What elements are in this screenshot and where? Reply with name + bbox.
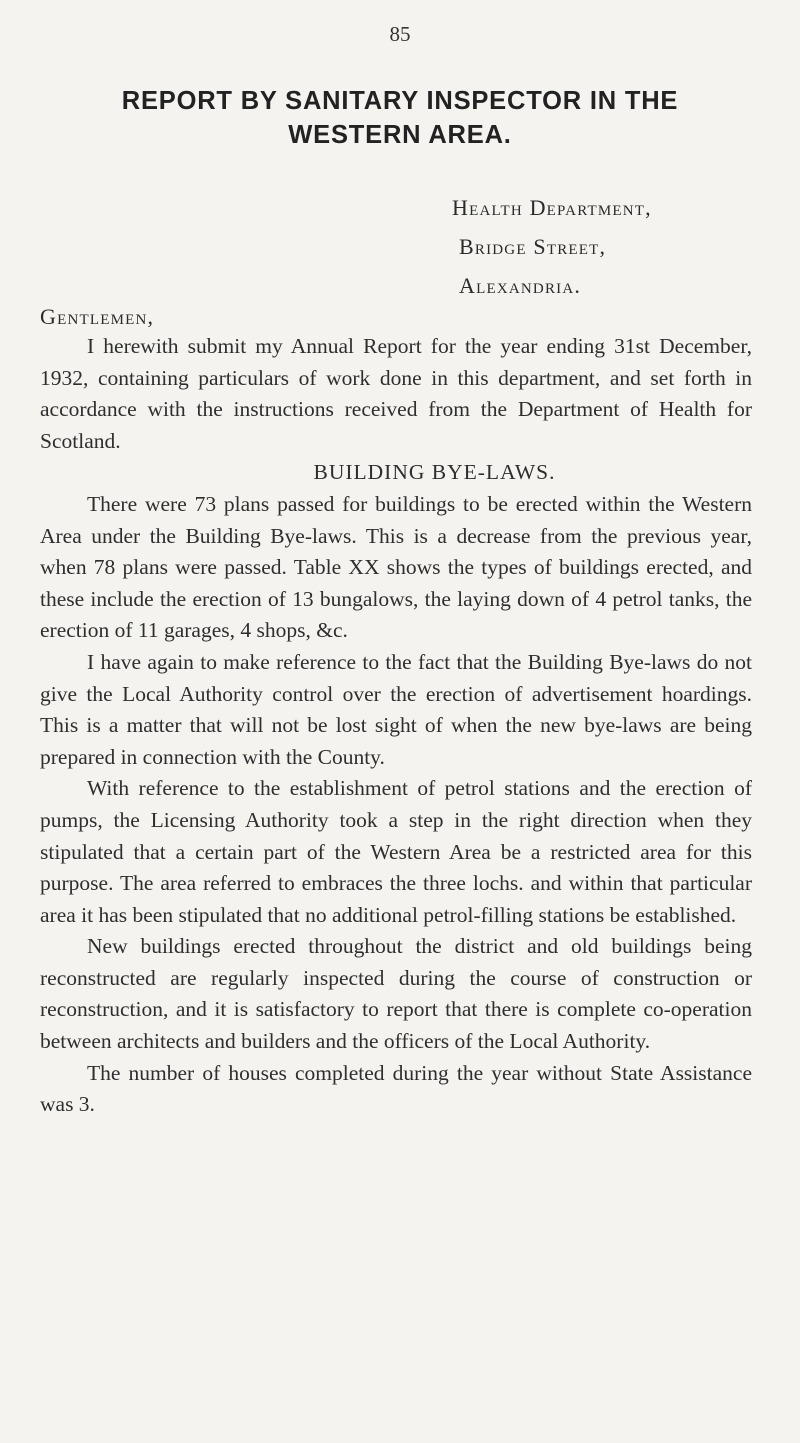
page-number: 85 xyxy=(389,22,411,46)
section-heading-building-bye-laws: BUILDING BYE-LAWS. xyxy=(313,460,556,485)
paragraph-plans: There were 73 plans passed for buildings to be erected within the Western Area under the Building Bye-laws. This is a decrease from the previous year, when 78 plans were passed. Table XX shows the types of buildings erected, and these include the erection of 13 bungalows, the laying down of 4 petrol tanks, the erection of 11 garages, 4 shops, &c. xyxy=(40,491,752,643)
paragraph-hoardings: I have again to make reference to the fact that the Building Bye-laws do not give the Local Authority control over the erection of advertisement hoardings. This is a matter that will not be lost sight of when the new bye-laws are being prepared in connection with the County. xyxy=(40,649,752,769)
report-body xyxy=(40,331,752,1121)
paragraph-intro: I herewith submit my Annual Report for the year ending 31st December, 1932, containing particulars of work done in this department, and set forth in accordance with the instructions received from the Department of Health for Scotland. xyxy=(40,334,752,453)
paragraph-inspection: New buildings erected throughout the district and old buildings being reconstructed are regularly inspected during the course of construction or reconstruction, and it is satisfactory to report that there is complete co-operation between architects and builders and the officers of the Local Authority. xyxy=(40,934,752,1054)
sender-address xyxy=(452,188,652,305)
paragraph-houses: The number of houses completed during the year without State Assistance was 3. xyxy=(40,1060,752,1117)
salutation: Gentlemen, xyxy=(40,304,155,329)
address-line-department: Health Department, xyxy=(452,195,652,220)
address-line-street: Bridge Street, xyxy=(459,234,607,259)
paragraph-petrol-stations: With reference to the establishment of petrol stations and the erection of pumps, the Licensing Authority took a step in the right direction when they stipulated that a certain part of the Western Area be a restricted area for this purpose. The area referred to embraces the three lochs. and within that particular area it has been stipulated that no additional petrol-filling stations be established. xyxy=(40,776,752,927)
address-line-town: Alexandria. xyxy=(459,273,582,298)
report-title-line-1: REPORT BY SANITARY INSPECTOR IN THE xyxy=(121,87,679,115)
report-title-line-2: WESTERN AREA. xyxy=(288,121,512,149)
report-title xyxy=(40,84,760,152)
